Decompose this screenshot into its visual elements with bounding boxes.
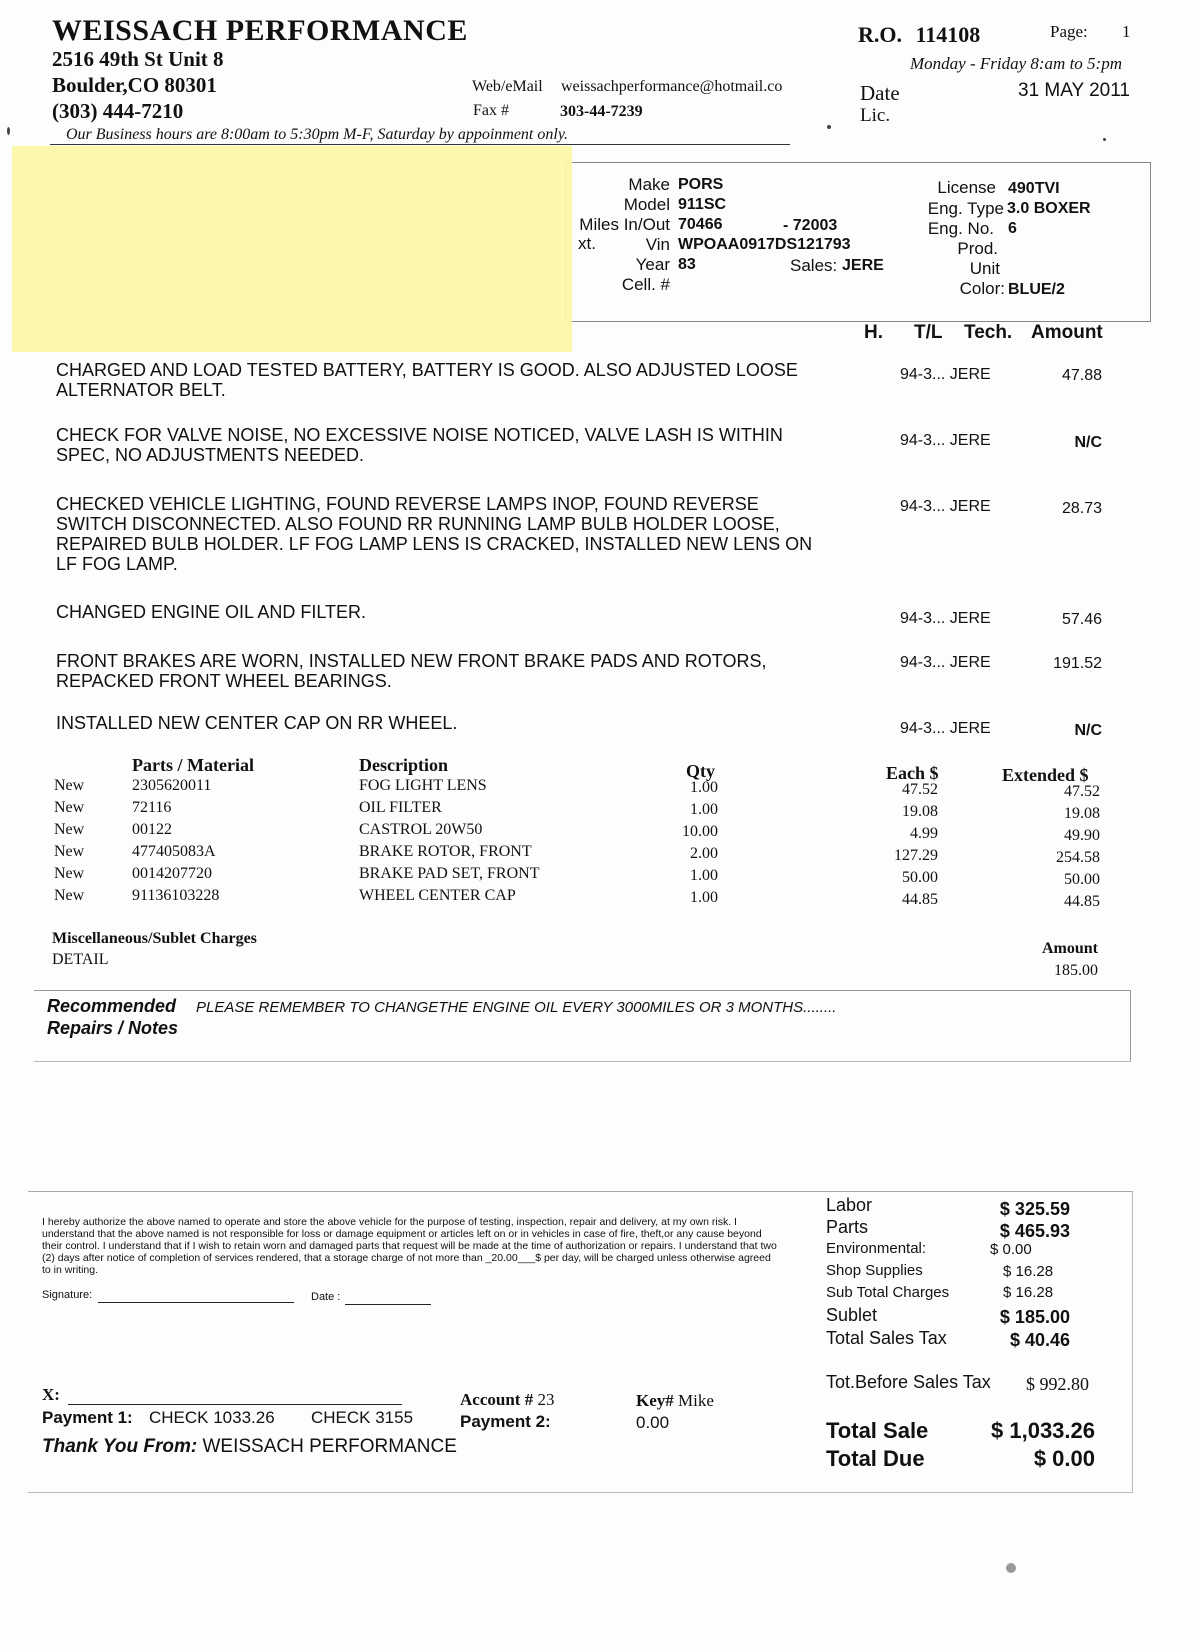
before-tax-value: $ 992.80 [1026, 1374, 1089, 1394]
part-qty: 1.00 [690, 889, 718, 906]
scan-speck [7, 127, 10, 135]
signature-line[interactable] [98, 1302, 294, 1303]
part-number: 91136103228 [132, 887, 220, 904]
engtype-value: 3.0 BOXER [1007, 200, 1091, 217]
part-each: 127.29 [894, 847, 938, 864]
labor-line-4-amount: 57.46 [1061, 611, 1102, 628]
cell-label: Cell. # [621, 275, 670, 294]
misc-heading: Miscellaneous/Sublet Charges [52, 930, 257, 947]
part-qty: 1.00 [690, 801, 718, 818]
labor-line-2-text: CHECK FOR VALVE NOISE, NO EXCESSIVE NOISE NOTICED, VALVE LASH IS WITHIN SPEC, NO ADJUSTMENTS NEEDED. [56, 425, 783, 465]
part-description: FOG LIGHT LENS [359, 777, 487, 794]
authorization-text: I hereby authorize the above named to operate and store the above vehicle for the purpose of testing, inspection, repair and delivery, at my own risk. I understand that the above named is not responsible for loss or damage equipment or articles left on or in vehicles in case of fire, theft,or any cause beyond their control. I understand that if I wish to retain worn and damaged parts that request will be made at the time of authorization or repairs. I understand that two (2) days after notice of completion of services rendered, that a storage charge of not more than _20.00___$ per day, will be charged unless otherwise agreed to in writing. [42, 1216, 777, 1276]
part-extended: 47.52 [1064, 783, 1100, 800]
part-extended: 49.90 [1064, 827, 1100, 844]
shop-address-line2: Boulder,CO 80301 [52, 73, 217, 97]
scan-speck [827, 125, 831, 129]
total-labor-value: $ 325.59 [999, 1199, 1070, 1219]
business-hours: Our Business hours are 8:00am to 5:30pm M-F, Saturday by appoinment only. [66, 126, 569, 143]
col-head-tech: Tech. [964, 322, 1013, 343]
part-each: 44.85 [902, 891, 938, 908]
sign-date-line[interactable] [345, 1304, 431, 1305]
part-condition: New [54, 887, 85, 904]
part-each: 47.52 [902, 781, 938, 798]
key-block [636, 1391, 714, 1411]
labor-line-1-text: CHARGED AND LOAD TESTED BATTERY, BATTERY IS GOOD. ALSO ADJUSTED LOOSE ALTERNATOR BELT. [56, 360, 798, 400]
labor-line-5-tech: 94-3... JERE [900, 654, 991, 671]
account-block [460, 1390, 554, 1410]
part-condition: New [54, 843, 85, 860]
labor-line-6-text: INSTALLED NEW CENTER CAP ON RR WHEEL. [56, 713, 458, 733]
miles-out-value: - 72003 [783, 217, 838, 234]
sublet-value: $ 185.00 [999, 1307, 1070, 1327]
prod-label: Prod. [957, 239, 998, 258]
labor-line-3-tech: 94-3... JERE [900, 498, 991, 515]
ext-fragment: xt. [578, 234, 596, 253]
labor-line-6-tech: 94-3... JERE [900, 720, 991, 737]
total-parts-value: $ 465.93 [999, 1221, 1070, 1241]
thank-you-label: Thank You From: [42, 1436, 198, 1457]
part-each: 19.08 [902, 803, 938, 820]
payment1-label: Payment 1: [42, 1408, 133, 1427]
col-head-tl: T/L [914, 322, 943, 343]
payment1-value: CHECK 1033.26 [149, 1408, 275, 1427]
part-number: 00122 [132, 821, 172, 838]
scan-speck [1103, 138, 1106, 141]
part-description: CASTROL 20W50 [359, 821, 483, 838]
part-extended: 44.85 [1064, 893, 1100, 910]
engno-value: 6 [1008, 220, 1017, 237]
header-divider [50, 144, 790, 145]
web-email: weissachperformance@hotmail.co [561, 78, 783, 95]
part-number: 2305620011 [132, 777, 212, 794]
before-tax-label: Tot.Before Sales Tax [826, 1372, 991, 1392]
labor-line-1-tech: 94-3... JERE [900, 366, 991, 383]
sales-tax-label: Total Sales Tax [826, 1328, 947, 1348]
part-qty: 2.00 [690, 845, 718, 862]
shop-supplies-label: Shop Supplies [826, 1262, 923, 1279]
fax-label: Fax # [473, 102, 509, 119]
shop-phone: (303) 444-7210 [52, 99, 184, 123]
labor-line-6-amount: N/C [1074, 722, 1102, 739]
page-indicator [1050, 22, 1131, 42]
x-signature-label: X: [42, 1385, 60, 1404]
environmental-label: Environmental: [826, 1240, 927, 1257]
color-value: BLUE/2 [1008, 281, 1065, 298]
page-number: 1 [1122, 22, 1131, 41]
part-condition: New [54, 865, 85, 882]
subtotal-label: Sub Total Charges [826, 1284, 950, 1301]
part-qty: 10.00 [682, 823, 718, 840]
vin-label: Vin [645, 235, 670, 254]
date-value: 31 MAY 2011 [1018, 80, 1130, 101]
recommended-note: PLEASE REMEMBER TO CHANGETHE ENGINE OIL EVERY 3000MILES OR 3 MONTHS........ [196, 999, 837, 1016]
misc-amount-label: Amount [1041, 940, 1098, 957]
shop-name: WEISSACH PERFORMANCE [52, 14, 468, 47]
sales-tax-value: $ 40.46 [1009, 1330, 1070, 1350]
ro-number-block [858, 22, 980, 48]
labor-line-1-amount: 47.88 [1061, 367, 1102, 384]
total-due-label: Total Due [826, 1446, 925, 1471]
make-value: PORS [678, 176, 724, 193]
miles-label: Miles In/Out [579, 215, 670, 234]
sublet-label: Sublet [826, 1305, 878, 1325]
total-parts-label: Parts [826, 1217, 869, 1237]
col-head-h: H. [864, 322, 883, 343]
part-description: BRAKE ROTOR, FRONT [359, 843, 532, 860]
part-number: 477405083A [132, 843, 216, 860]
vin-value: WPOAA0917DS121793 [678, 236, 851, 253]
labor-line-2-amount: N/C [1074, 434, 1102, 451]
part-qty: 1.00 [690, 779, 718, 796]
color-label: Color: [959, 279, 1005, 298]
payment2-value: 0.00 [636, 1413, 670, 1432]
labor-line-3-text: CHECKED VEHICLE LIGHTING, FOUND REVERSE LAMPS INOP, FOUND REVERSE SWITCH DISCONNECTED. ALSO FOUND RR RUNNING LAMP BULB HOLDER LOOSE, REPAIRED BULB HOLDER. LF FOG LAMP LENS IS CRACKED, INSTALLED NEW LENS ON LF FOG LAMP. [56, 494, 813, 574]
model-label: Model [623, 195, 670, 214]
parts-head-each: Each $ [886, 763, 939, 783]
account-value: 23 [537, 1390, 555, 1409]
total-labor-label: Labor [826, 1195, 873, 1215]
labor-line-2-tech: 94-3... JERE [900, 432, 991, 449]
thank-you-line [42, 1436, 457, 1458]
sales-label: Sales: [790, 256, 838, 275]
part-condition: New [54, 777, 85, 794]
parts-head-description: Description [359, 755, 448, 775]
web-label: Web/eMail [472, 78, 543, 95]
part-description: BRAKE PAD SET, FRONT [359, 865, 540, 882]
weekday-hours: Monday - Friday 8:am to 5:pm [910, 54, 1122, 73]
license-value: 490TVI [1008, 180, 1060, 197]
part-description: OIL FILTER [359, 799, 442, 816]
check-number: CHECK 3155 [311, 1408, 414, 1427]
miles-in-value: 70466 [678, 216, 723, 233]
recommended-title: Recommended [47, 996, 177, 1016]
ro-number: 114108 [915, 22, 981, 47]
account-label: Account # [460, 1390, 534, 1409]
sales-value: JERE [842, 257, 884, 274]
shop-address-line1: 2516 49th St Unit 8 [52, 47, 224, 71]
lic-label: Lic. [860, 105, 891, 126]
year-value: 83 [678, 256, 696, 273]
labor-line-3-amount: 28.73 [1061, 500, 1102, 517]
part-condition: New [54, 821, 85, 838]
parts-head-qty: Qty [686, 761, 715, 781]
date-label: Date [860, 81, 900, 105]
part-description: WHEEL CENTER CAP [359, 887, 516, 904]
total-sale-label: Total Sale [826, 1418, 929, 1443]
part-condition: New [54, 799, 85, 816]
x-signature-line[interactable] [68, 1404, 402, 1405]
license-label: License [937, 178, 996, 197]
parts-head-extended: Extended $ [1002, 765, 1089, 785]
col-head-amount: Amount [1031, 322, 1103, 343]
scan-speck [1006, 1563, 1016, 1573]
thank-you-name: WEISSACH PERFORMANCE [202, 1436, 457, 1457]
make-label: Make [628, 175, 670, 194]
ro-label: R.O. [858, 22, 902, 47]
labor-line-4-text: CHANGED ENGINE OIL AND FILTER. [56, 602, 367, 622]
signature-label: Signature: [42, 1289, 93, 1301]
part-each: 50.00 [902, 869, 938, 886]
engno-label: Eng. No. [927, 219, 994, 238]
part-each: 4.99 [910, 825, 938, 842]
labor-line-4-tech: 94-3... JERE [900, 610, 991, 627]
total-sale-value: $ 1,033.26 [991, 1418, 1095, 1443]
highlight-redaction [12, 146, 572, 352]
key-value: Mike [678, 1391, 714, 1410]
unit-label: Unit [969, 259, 1000, 278]
sign-date-label: Date : [311, 1291, 341, 1303]
payment2-label: Payment 2: [460, 1412, 551, 1431]
total-due-value: $ 0.00 [1033, 1446, 1095, 1471]
year-label: Year [635, 255, 670, 274]
labor-line-5-amount: 191.52 [1053, 655, 1102, 672]
part-number: 0014207720 [132, 865, 212, 882]
part-extended: 19.08 [1064, 805, 1100, 822]
part-extended: 50.00 [1064, 871, 1100, 888]
part-qty: 1.00 [690, 867, 718, 884]
shop-supplies-value: $ 16.28 [1003, 1263, 1054, 1280]
repairs-notes-title: Repairs / Notes [47, 1018, 179, 1038]
environmental-value: $ 0.00 [990, 1241, 1032, 1258]
misc-detail: DETAIL [52, 951, 109, 968]
part-number: 72116 [132, 799, 172, 816]
subtotal-value: $ 16.28 [1003, 1284, 1054, 1301]
fax-number: 303-44-7239 [560, 103, 643, 120]
page-label: Page: [1050, 22, 1088, 41]
model-value: 911SC [678, 196, 727, 213]
labor-line-5-text: FRONT BRAKES ARE WORN, INSTALLED NEW FRONT BRAKE PADS AND ROTORS, REPACKED FRONT WHEEL BEARINGS. [56, 651, 767, 691]
part-extended: 254.58 [1056, 849, 1100, 866]
key-label: Key# [636, 1391, 674, 1410]
misc-amount: 185.00 [1054, 962, 1098, 979]
engtype-label: Eng. Type [927, 199, 1004, 218]
parts-head-material: Parts / Material [132, 755, 254, 775]
